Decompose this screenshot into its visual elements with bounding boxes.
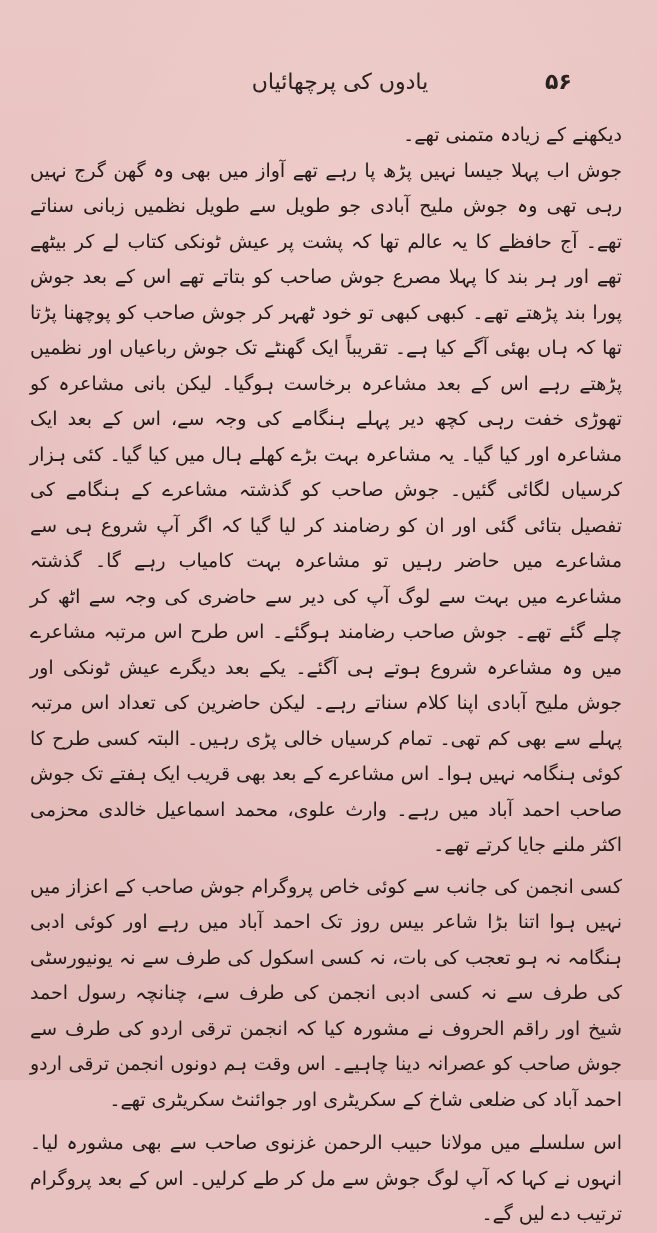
paragraph-4: اس سلسلے میں مولانا حبیب الرحمن غزنوی صاحب سے بھی مشورہ لیا۔ انہوں نے کہا کہ آپ لوگ جوش سے مل کر طے کرلیں۔ اس کے بعد پروگرام ترتیب دے لیں گے۔: [30, 1132, 622, 1225]
page-number: ۵۶: [545, 70, 572, 95]
paragraph-2: جوش اب پہلا جیسا نہیں پڑھ پا رہے تھے آواز میں بھی وہ گھن گرج نہیں رہی تھی وہ جوش ملیح آبادی جو طویل سے طویل نظمیں زبانی سناتے تھے۔ آج حافظے کا یہ عالم تھا کہ پشت پر عیش ٹونکی کتاب لے کر بیٹھے تھے اور ہر بند کا پہلا مصرع جوش صاحب کو بتاتے تھے اس کے بعد جوش پورا بند پڑھتے تھے۔ کبھی کبھی تو خود ٹھہر کر جوش صاحب کو پوچھنا پڑتا تھا کہ ہاں بھئی آگے کیا ہے۔ تقریباً ایک گھنٹے تک جوش رباعیاں اور نظمیں پڑھتے رہے اس کے بعد مشاعرہ برخاست ہوگیا۔ لیکن بانی مشاعرہ کو تھوڑی خفت رہی کچھ دیر پہلے ہنگامے کی وجہ سے، اس کے بعد ایک مشاعرہ اور کیا گیا۔ یہ مشاعرہ بہت بڑے کھلے ہال میں کیا گیا۔ کئی ہزار کرسیاں لگائی گئیں۔ جوش صاحب کو گذشتہ مشاعرے کے ہنگامے کی تفصیل بتائی گئی اور ان کو رضامند کر لیا گیا کہ اگر آپ شروع ہی سے مشاعرے میں حاضر رہیں تو مشاعرہ بہت کامیاب رہے گا۔ گذشتہ مشاعرے میں بہت سے لوگ آپ کی دیر سے حاضری کی وجہ سے اٹھ کر چلے گئے تھے۔ جوش صاحب رضامند ہوگئے۔ اس طرح اس مرتبہ مشاعرے میں وہ مشاعرہ شروع ہوتے ہی آگئے۔ یکے بعد دیگرے عیش ٹونکی اور جوش ملیح آبادی اپنا کلام سناتے رہے۔ لیکن حاضرین کی تعداد اس مرتبہ پہلے سے بھی کم تھی۔ تمام کرسیاں خالی پڑی رہیں۔ البتہ کسی طرح کا کوئی ہنگامہ نہیں ہوا۔ اس مشاعرے کے بعد بھی قریب ایک ہفتے تک جوش صاحب احمد آباد میں رہے۔ وارث علوی، محمد اسماعیل خالدی محزمی اکثر ملنے جایا کرتے تھے۔: [30, 159, 622, 856]
paragraph-3: کسی انجمن کی جانب سے کوئی خاص پروگرام جوش صاحب کے اعزاز میں نہیں ہوا اتنا بڑا شاعر بیس روز تک احمد آباد میں رہے اور کوئی ادبی ہنگامہ نہ ہو تعجب کی بات، نہ کسی اسکول کی طرف سے نہ یونیورسٹی کی طرف سے نہ کسی ادبی انجمن کی طرف سے، چنانچہ رسول احمد شیخ اور راقم الحروف نے مشورہ کیا کہ انجمن ترقی اردو کی طرف سے جوش صاحب کو عصرانہ دینا چاہیے۔ اس وقت ہم دونوں انجمن ترقی اردو احمد آباد کی ضلعی شاخ کے سکریٹری اور جوائنٹ سکریٹری تھے۔: [30, 875, 622, 1111]
running-title: یادوں کی پرچھائیاں: [251, 70, 429, 95]
page-header: [40, 62, 617, 102]
paragraph-1: دیکھنے کے زیادہ متمنی تھے۔: [403, 124, 622, 146]
body-text: [30, 118, 622, 1233]
